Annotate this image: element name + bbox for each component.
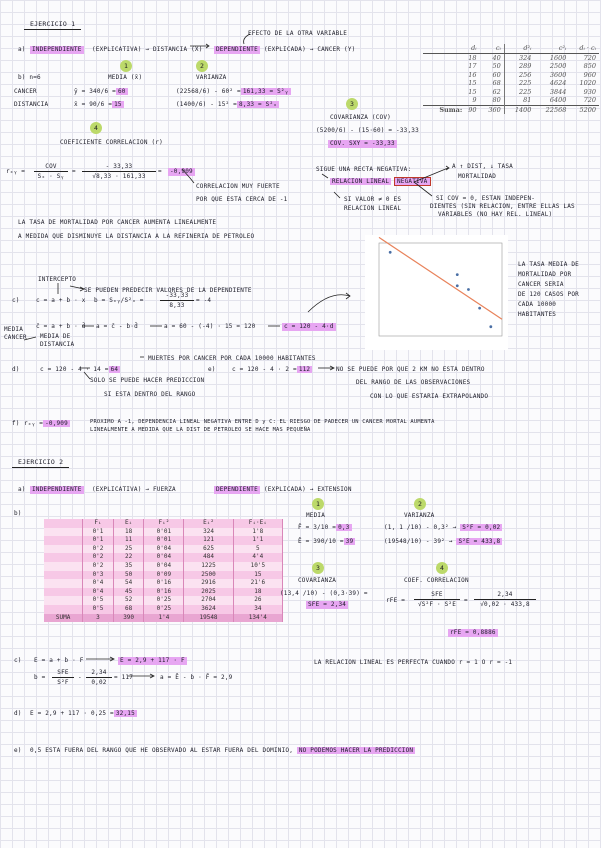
ex1-dependent-highlight: DEPENDIENTE (216, 46, 258, 53)
sum-label: SUMA (44, 614, 83, 623)
table-cell: 3624 (184, 605, 233, 614)
mean-cancer: ȳ = 340/6 = 60 (74, 88, 126, 95)
ex1-e-label: e) (208, 366, 216, 373)
ex1-media-header: MEDIA (x̄) (108, 74, 143, 81)
table-cell: 324 (184, 528, 233, 537)
table-cell: 22 (113, 553, 144, 562)
ex2-cov-value: SFE = 2,34 (308, 601, 347, 608)
sum-value: 5200 (569, 105, 599, 114)
table-cell: 34 (233, 605, 282, 614)
table-cell: 45 (113, 588, 144, 597)
table-cell: 2704 (184, 596, 233, 605)
r-den: √8,33 · 161,33 (92, 173, 146, 180)
ex1-d-label: d) (12, 366, 20, 373)
ex2-c-label: c) (14, 657, 22, 664)
table-cell: 3600 (549, 70, 567, 79)
zero-note-1: SI VALOR ≠ 0 ES (344, 196, 402, 203)
neg-relation: RELACION LINEAL NEGATIVA (332, 178, 428, 185)
ex2-cov-equation: (13,4 /10) - (0,3·39) = (280, 590, 368, 597)
corr-title: COEFICIENTE CORRELACION (r) (60, 139, 163, 146)
intercept-label: INTERCEPTO (38, 276, 77, 283)
c-equation-2: c̄ = a + b · d̄ (36, 323, 86, 330)
e-note-1: NO SE PUEDE POR QUE 2 KM NO ESTA DENTRO (336, 366, 485, 373)
neg-line: SIGUE UNA RECTA NEGATIVA: (316, 166, 412, 173)
variance-cancer: (22568/6) - 60² = 161,33 = S²ᵧ (176, 88, 289, 95)
table-cell: 62 (480, 88, 505, 97)
ex2-corr-num-2: 2,34 (474, 591, 536, 600)
ex2-c-equation: E = a + b · F (34, 657, 84, 664)
table-cell: 68 (113, 605, 144, 614)
d-note-2: SI ESTA DENTRO DEL RANGO (104, 391, 196, 398)
table-cell: 121 (184, 536, 233, 545)
header-cell: cᵢ (480, 44, 505, 53)
table-cell: 6400 (549, 96, 567, 104)
tasa-line-1: LA TASA DE MORTALIDAD POR CANCER AUMENTA LINEALMENTE (18, 219, 217, 226)
table-cell: 35 (113, 562, 144, 571)
header-cell: Eᵢ (113, 519, 144, 528)
table-cell: 0'5 (83, 596, 114, 605)
table-cell: 0'25 (144, 596, 184, 605)
table-cell: 850 (583, 62, 596, 70)
ex1-c-label: c) (12, 297, 20, 304)
c-result: c = 120 - 4·d (284, 323, 334, 330)
cov0-note-3: VARIABLES (NO HAY REL. LINEAL) (438, 211, 553, 218)
table-cell: 5 (233, 545, 282, 554)
b-den: 8,33 (169, 302, 185, 309)
ex2-mean-e: Ē = 390/10 = 39 (298, 538, 354, 545)
f-r: rₓᵧ = -0,909 (24, 420, 68, 427)
table-cell: 289 (519, 62, 532, 70)
ex1-dependent-text: (EXPLICADA) → CANCER (Y) (264, 46, 356, 53)
ex1-f-label: f) (12, 420, 20, 427)
ex1-b-label: b) n=6 (18, 74, 41, 81)
table-cell: 68 (480, 79, 505, 88)
table-cell: 0'04 (144, 545, 184, 554)
ex2-corr-equals: = (464, 597, 468, 604)
table-cell: 50 (480, 62, 505, 71)
ex2-step-4-circle: 4 (436, 562, 448, 574)
table-cell: 16 (468, 70, 477, 79)
step-3-circle: 3 (346, 98, 358, 110)
table-cell: 1225 (184, 562, 233, 571)
ex2-b-result: = 117 (114, 674, 134, 681)
table-cell: 1'8 (233, 528, 282, 537)
ex2-varianza-header: VARIANZA (404, 512, 435, 519)
table-cell: 0'04 (144, 562, 184, 571)
table-cell: 15 (468, 87, 477, 96)
table-cell: 0'2 (83, 553, 114, 562)
header-cell: Eᵢ² (184, 519, 233, 528)
zero-note-2: RELACION LINEAL (344, 205, 402, 212)
table-cell: 2916 (184, 579, 233, 588)
ex2-d-equation: E = 2,9 + 117 · 0,25 = 32,15 (30, 710, 135, 717)
ex2-b-label: b) (14, 510, 22, 517)
cancer-label: CANCER (4, 334, 27, 341)
ex2-b-num: SFE (52, 669, 74, 678)
table-cell: 324 (519, 53, 532, 62)
header-cell: c²ᵢ (534, 44, 569, 53)
side-note-1: LA TASA MEDIA DE (518, 261, 579, 268)
table-cell: 0'09 (144, 571, 184, 580)
table-cell: 225 (519, 79, 532, 87)
table-cell: 720 (583, 96, 596, 104)
sum-value: 390 (113, 614, 144, 623)
sum-value: 1400 (504, 105, 534, 114)
f-text-1: PROXIMO A -1, DEPENDENCIA LINEAL NEGATIVA ENTRE D y C: EL RIESGO DE PADECER UN CANCER MORTAL AUMENTA (90, 419, 435, 425)
ex1-varianza-header: VARIANZA (196, 74, 227, 81)
step-4-circle: 4 (90, 122, 102, 134)
table-cell: 256 (519, 70, 532, 79)
ex2-independent-highlight: INDEPENDIENTE (32, 486, 82, 493)
table-cell: 0'16 (144, 588, 184, 597)
table-cell: 54 (113, 579, 144, 588)
table-cell: 26 (233, 596, 282, 605)
table-cell: 25 (113, 545, 144, 554)
ex2-corr-label: COEF. CORRELACION (404, 577, 469, 584)
ex2-independent-text: (EXPLICATIVA) → FUERZA (92, 486, 176, 493)
a-equation-2: a = 60 - (-4) · 15 = 120 (164, 323, 256, 330)
table-cell: 18 (468, 53, 477, 62)
row-cancer-label: CANCER (14, 88, 37, 95)
table-cell: 0'25 (144, 605, 184, 614)
r-equals-2: = (158, 168, 162, 175)
ex2-dependent-text: (EXPLICADA) → EXTENSION (264, 486, 352, 493)
e-equation: c = 120 - 4 · 2 = 112 (232, 366, 311, 373)
ex2-step-1-circle: 1 (312, 498, 324, 510)
ex2-corr-num: SFE (414, 591, 460, 600)
table-cell: 0'4 (83, 579, 114, 588)
r-num: - 33,33 (82, 163, 156, 172)
cov-result: COV. SXY = -33,33 (330, 140, 395, 147)
ex2-b-num-2: 2,34 (86, 669, 112, 678)
table-cell: 60 (480, 71, 505, 80)
ex2-e-text: 0,5 ESTA FUERA DEL RANGO QUE HE OBSERVADO AL ESTAR FUERA DEL DOMINIO, NO PODEMOS HACER LA PREDICCION (30, 747, 414, 754)
table-cell: 1600 (549, 53, 567, 62)
d-equation: c = 120 - 4 · 14 = 64 (40, 366, 119, 373)
ex2-lin-note: LA RELACION LINEAL ES PERFECTA CUANDO r = 1 O r = -1 (314, 659, 513, 666)
b-equation: b = Sₓᵧ/S²ₓ = (94, 297, 144, 304)
header-cell: Fᵢ·Eᵢ (233, 519, 282, 528)
table-cell: 11 (113, 536, 144, 545)
cov0-note-1: SI COV = 0, ESTAN INDEPEN- (436, 195, 536, 202)
cov-title: COVARIANZA (COV) (330, 114, 391, 121)
sum-value: 360 (480, 105, 505, 114)
header-cell: d²ᵢ (504, 44, 534, 53)
tasa-line-2: A MEDIDA QUE DISMINUYE LA DISTANCIA A LA REFINERIA DE PETROLEO (18, 233, 255, 240)
table-cell: 40 (480, 53, 505, 62)
ex2-corr-eq: rFE = (386, 597, 406, 604)
ex2-corr-den: √S²F · S²E (417, 601, 457, 608)
table-cell: 0'16 (144, 579, 184, 588)
r-lhs: rₓᵧ = (6, 168, 26, 175)
c-hint: SE PUEDEN PREDECIR VALORES DE LA DEPENDIENTE (84, 287, 252, 294)
exercise-2-title: EJERCICIO 2 (12, 458, 69, 468)
ex2-corr-value: rFE = 0,8886 (450, 629, 496, 636)
table-cell: 81 (523, 96, 532, 104)
sum-value: 1'4 (144, 614, 184, 623)
step-1-circle: 1 (120, 60, 132, 72)
table-cell: 720 (583, 53, 596, 62)
ex1-independent-highlight: INDEPENDIENTE (32, 46, 82, 53)
table-cell: 18 (233, 588, 282, 597)
step-2-circle: 2 (196, 60, 208, 72)
table-cell: 0'04 (144, 553, 184, 562)
table-cell: 0'5 (83, 605, 114, 614)
neg-right-1: A ↑ DIST, ↓ TASA (452, 163, 513, 170)
table-cell: 9 (472, 96, 477, 104)
r-note-1: CORRELACION MUY FUERTE (196, 183, 280, 190)
ex2-step-2-circle: 2 (414, 498, 426, 510)
r-equals: = (72, 168, 76, 175)
variance-distancia: (1400/6) - 15² = 8,33 = S²ₓ (176, 101, 278, 108)
cov0-note-2: DIENTES (SIN RELACION, ENTRE ELLAS LAS (430, 203, 575, 210)
e-note-3: CON LO QUE ESTARIA EXTRAPOLANDO (370, 393, 489, 400)
table-cell: 625 (184, 545, 233, 554)
a-equation: a = c̄ - b·d̄ (96, 323, 138, 330)
table-cell: 2500 (184, 571, 233, 580)
ex2-var-f: (1, 1 /10) - 0,3² → S²F = 0,02 (384, 524, 501, 531)
muertes-note: MUERTES POR CANCER POR CADA 10000 HABITANTES (148, 355, 316, 362)
table-cell: 0'4 (83, 588, 114, 597)
e-note-2: DEL RANGO DE LAS OBSERVACIONES (356, 379, 471, 386)
sum-label: Suma: (439, 105, 463, 114)
table-cell: 3844 (549, 87, 567, 96)
side-note-6: HABITANTES (518, 311, 557, 318)
ex2-a-label: a) (18, 486, 26, 493)
cov-formula: (5200/6) - (15·60) = -33,33 (316, 127, 419, 134)
table-cell: 1020 (579, 79, 596, 87)
ex2-var-e: (19548/10) - 39² → S²E = 433,8 (384, 538, 501, 545)
table-cell: 0'2 (83, 562, 114, 571)
table-cell: 930 (583, 87, 596, 96)
ex1-independent-text: (EXPLICATIVA) → DISTANCIA (X) (92, 46, 203, 53)
table-cell: 80 (480, 96, 505, 105)
sum-value: 22568 (534, 105, 569, 114)
sum-value: 134'4 (233, 614, 282, 623)
ex2-d-label: d) (14, 710, 22, 717)
effect-note: EFECTO DE LA OTRA VARIABLE (248, 30, 348, 37)
table-cell: 225 (519, 87, 532, 96)
sum-value: 19548 (184, 614, 233, 623)
table-cell: 960 (583, 70, 596, 79)
ex2-dependent-highlight: DEPENDIENTE (216, 486, 258, 493)
header-cell: dᵢ (423, 44, 480, 53)
table-cell: 52 (113, 596, 144, 605)
dist-label: DISTANCIA (40, 341, 75, 348)
ex2-a-line: a = Ē - b · F̄ = 2,9 (160, 674, 233, 681)
table-cell: 10'5 (233, 562, 282, 571)
sum-value: 90 (468, 105, 477, 114)
r-note-2: POR QUE ESTA CERCA DE -1 (196, 196, 288, 203)
header-cell: dᵢ · cᵢ (569, 44, 599, 53)
ex2-cov-label: COVARIANZA (298, 577, 337, 584)
f-text-2: LINEALMENTE A MEDIDA QUE LA DIST DE PETROLEO SE HACE MAS PEQUEÑA (90, 427, 311, 433)
mean-distancia: x̄ = 90/6 = 15 (74, 101, 122, 108)
sum-value: 3 (83, 614, 114, 623)
exercise-1-title: EJERCICIO 1 (24, 20, 81, 30)
table-cell: 21'6 (233, 579, 282, 588)
ex1-a-label: a) (18, 46, 26, 53)
media-label: MEDIA (4, 326, 24, 333)
table-cell: 1'1 (233, 536, 282, 545)
ex2-b-den-2: 0,02 (91, 679, 107, 686)
r-frac-den: Sₓ · Sᵧ (37, 173, 65, 180)
table-cell: 17 (468, 62, 477, 70)
table-cell: 2025 (184, 588, 233, 597)
side-note-5: CADA 10000 (518, 301, 557, 308)
table-cell: 4624 (549, 79, 567, 87)
table-cell: 0'2 (83, 545, 114, 554)
ex2-c-result: E = 2,9 + 117 · F (120, 657, 185, 664)
ex2-b-den: S²F (57, 679, 69, 686)
table-cell: 18 (113, 528, 144, 537)
table-cell: 0'3 (83, 571, 114, 580)
table-cell: 0'01 (144, 536, 184, 545)
r-value: -0,909 (170, 168, 193, 175)
table-cell: 15 (233, 571, 282, 580)
table-cell: 0'1 (83, 536, 114, 545)
b-result: = -4 (196, 297, 212, 304)
b-num: -33,33 (160, 292, 194, 301)
ex2-media-header: MEDIA (306, 512, 326, 519)
ex2-corr-den-2: √0,02 · 433,8 (480, 601, 530, 608)
table-cell: 15 (468, 79, 477, 87)
ex2-mean-f: F̄ = 3/10 = 0,3 (298, 524, 350, 531)
header-cell: Fᵢ (83, 519, 114, 528)
r-frac-num: COV (34, 163, 68, 172)
c-equation: c = a + b · x (36, 297, 86, 304)
side-note-4: DE 120 CASOS POR (518, 291, 579, 298)
ex2-b-line: b = (34, 674, 46, 681)
row-distancia-label: DISTANCIA (14, 101, 49, 108)
d-note-1: SOLO SE PUEDE HACER PREDICCION (90, 377, 205, 384)
ex2-step-3-circle: 3 (312, 562, 324, 574)
table-cell: 4'4 (233, 553, 282, 562)
table-cell: 0'1 (83, 528, 114, 537)
ex2-b-dash: - (78, 674, 82, 681)
side-note-2: MORTALIDAD POR (518, 271, 572, 278)
media-dist-label: MEDIA DE (40, 333, 71, 340)
table-cell: 0'01 (144, 528, 184, 537)
ex2-e-label: e) (14, 747, 22, 754)
header-cell: Fᵢ² (144, 519, 184, 528)
table-cell: 484 (184, 553, 233, 562)
neg-right-2: MORTALIDAD (458, 173, 497, 180)
side-note-3: CANCER SERIA (518, 281, 564, 288)
table-cell: 50 (113, 571, 144, 580)
table-cell: 2500 (549, 62, 567, 70)
